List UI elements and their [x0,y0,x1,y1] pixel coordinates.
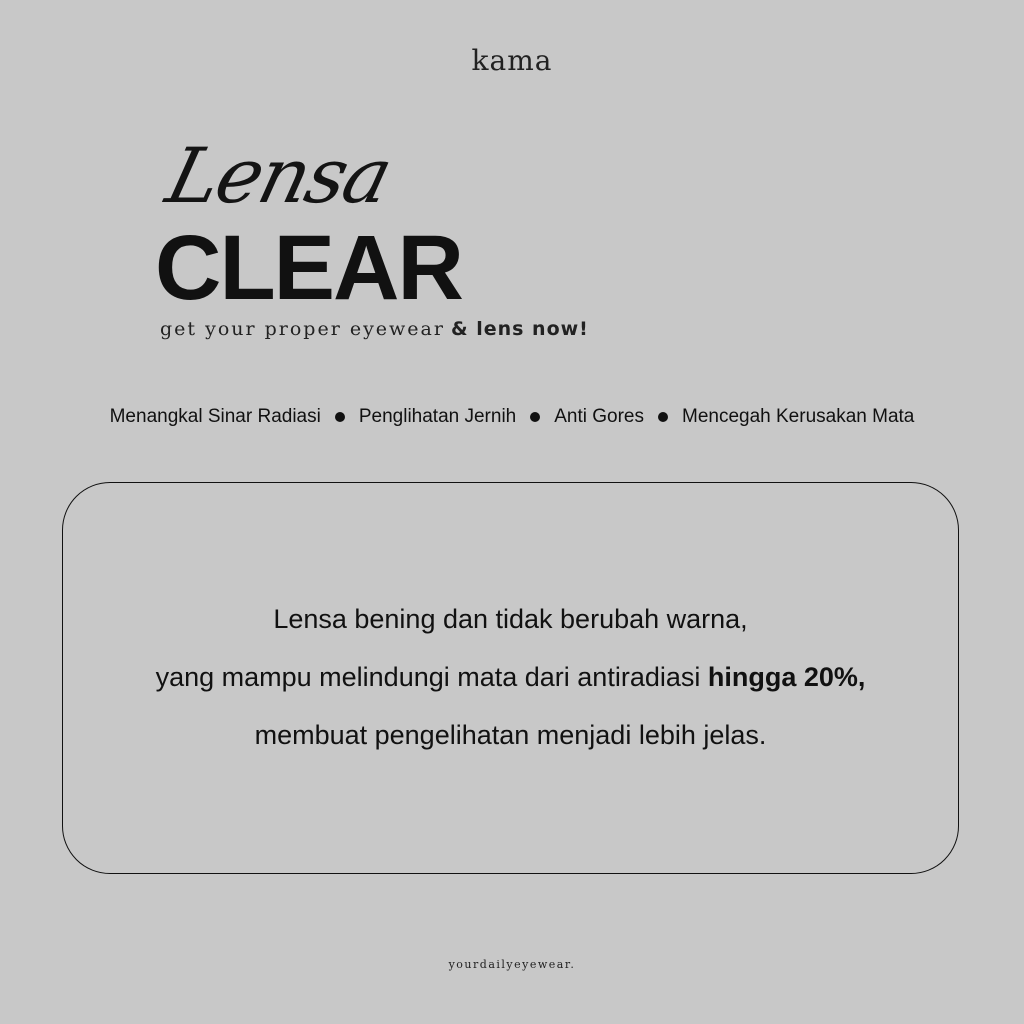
feature-item: Mencegah Kerusakan Mata [682,406,915,427]
footer-tagline: yourdailyeyewear. [448,958,576,971]
description-text [63,599,958,773]
description-card [62,482,959,874]
description-highlight: hingga 20%, [707,662,866,692]
feature-item: Anti Gores [554,406,644,427]
description-line [63,657,958,715]
bullet-icon [530,412,540,422]
feature-item: Penglihatan Jernih [358,406,517,427]
bullet-icon [335,412,345,422]
bullet-icon [658,412,668,422]
tagline-light: get your proper eyewear [160,318,445,340]
brand-logo: kama [471,44,553,77]
tagline-bold: & lens now! [451,318,589,340]
description-regular: yang mampu melindungi mata dari antiradiasi [155,662,708,692]
description-line: membuat pengelihatan menjadi lebih jelas. [254,720,767,750]
script-heading: Lensa [158,131,400,220]
tagline [160,318,589,340]
feature-item: Menangkal Sinar Radiasi [109,406,321,427]
description-line: Lensa bening dan tidak berubah warna, [273,604,748,634]
feature-list [0,406,1024,428]
page-title: CLEAR [155,217,462,319]
